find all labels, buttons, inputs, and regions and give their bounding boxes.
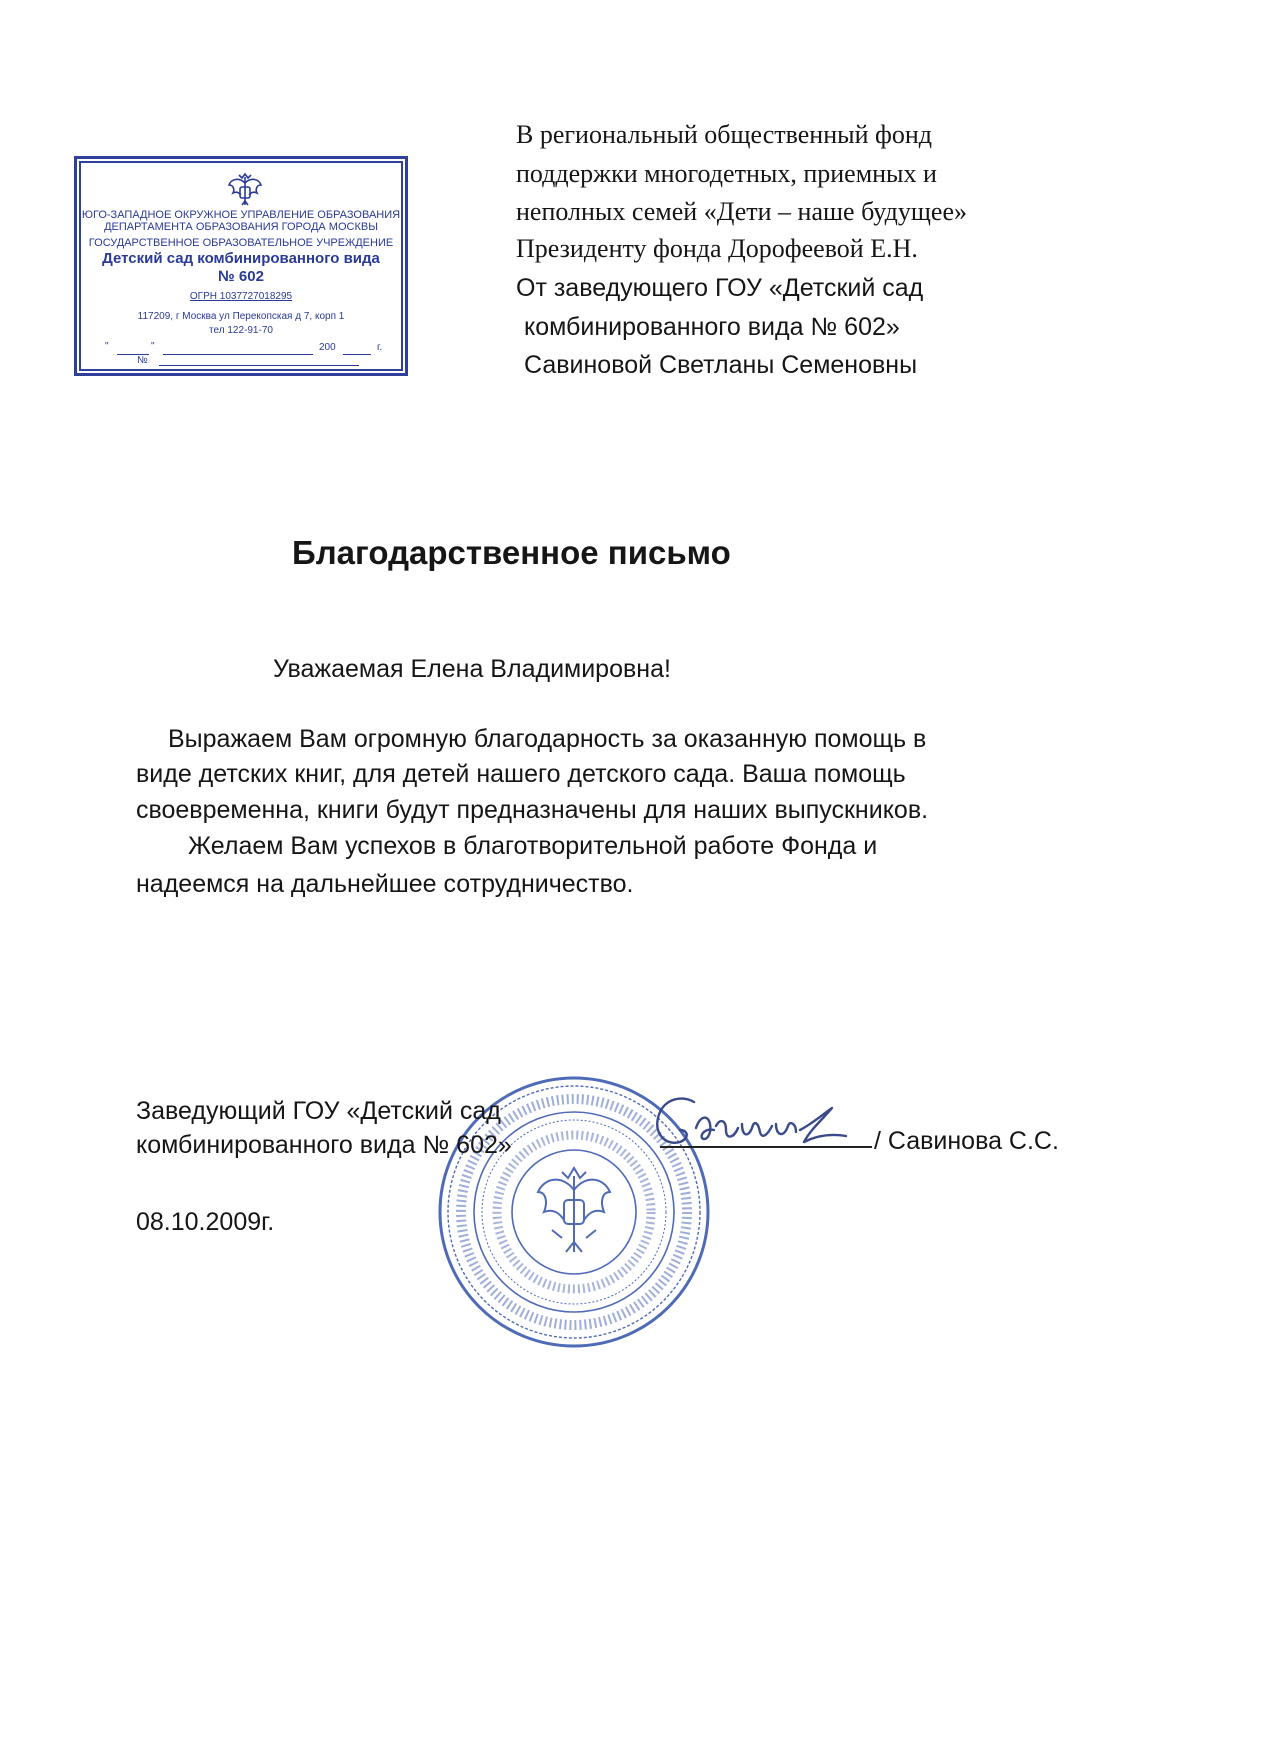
addressee-line-7: Савиновой Светланы Семеновны: [524, 351, 918, 379]
stamp-number-sign: №: [137, 355, 148, 366]
addressee-line-6: комбинированного вида № 602»: [524, 313, 900, 341]
signatory-position-line-1: Заведующий ГОУ «Детский сад: [136, 1097, 501, 1125]
letter-title: Благодарственное письмо: [292, 534, 731, 571]
addressee-line-1: В региональный общественный фонд: [516, 120, 932, 149]
body-line-4: Желаем Вам успехов в благотворительной работе Фонда и: [188, 832, 878, 860]
coat-of-arms-icon: [225, 171, 265, 211]
stamp-line-kindergarten: Детский сад комбинированного вида: [102, 250, 380, 267]
addressee-line-5: От заведующего ГОУ «Детский сад: [516, 274, 924, 302]
signatory-position-line-2: комбинированного вида № 602»: [136, 1131, 512, 1159]
stamp-line-institution-type: ГОСУДАРСТВЕННОЕ ОБРАЗОВАТЕЛЬНОЕ УЧРЕЖДЕНИЕ: [88, 237, 394, 249]
institution-stamp: [74, 156, 408, 376]
body-line-2: виде детских книг, для детей нашего детского сада. Ваша помощь: [136, 760, 906, 788]
stamp-quote-close: ": [151, 341, 155, 352]
signature-line: [660, 1146, 872, 1148]
stamp-line-address: 117209, г Москва ул Перекопская д 7, корп 1: [137, 311, 345, 322]
salutation: Уважаемая Елена Владимировна!: [273, 655, 671, 683]
handwritten-signature-icon: [650, 1090, 880, 1162]
stamp-year-blank: [343, 354, 371, 355]
signatory-name: / Савинова С.С.: [874, 1127, 1059, 1155]
stamp-year-suffix: г.: [377, 342, 383, 353]
stamp-line-ogrn: ОГРН 1037727018295: [189, 291, 293, 302]
body-line-5: надеемся на дальнейшее сотрудничество.: [136, 870, 634, 898]
stamp-line-district: ЮГО-ЗАПАДНОЕ ОКРУЖНОЕ УПРАВЛЕНИЕ ОБРАЗОВАНИЯ: [81, 209, 401, 221]
letter-date: 08.10.2009г.: [136, 1208, 275, 1236]
stamp-year-prefix: 200: [319, 342, 336, 353]
stamp-line-number: № 602: [218, 268, 264, 285]
stamp-line-phone: тел 122-91-70: [209, 325, 273, 336]
stamp-number-blank: [159, 365, 359, 366]
addressee-line-3: неполных семей «Дети – наше будущее»: [516, 197, 968, 226]
body-line-1: Выражаем Вам огромную благодарность за оказанную помощь в: [168, 725, 927, 753]
stamp-quote-open: ": [105, 341, 109, 352]
body-line-3: своевременна, книги будут предназначены для наших выпускников.: [136, 796, 929, 824]
stamp-month-blank: [163, 354, 313, 355]
addressee-line-4: Президенту фонда Дорофеевой Е.Н.: [516, 234, 918, 263]
stamp-line-department: ДЕПАРТАМЕНТА ОБРАЗОВАНИЯ ГОРОДА МОСКВЫ: [104, 221, 378, 233]
addressee-line-2: поддержки многодетных, приемных и: [516, 159, 937, 188]
stamp-number-row: [137, 355, 377, 371]
